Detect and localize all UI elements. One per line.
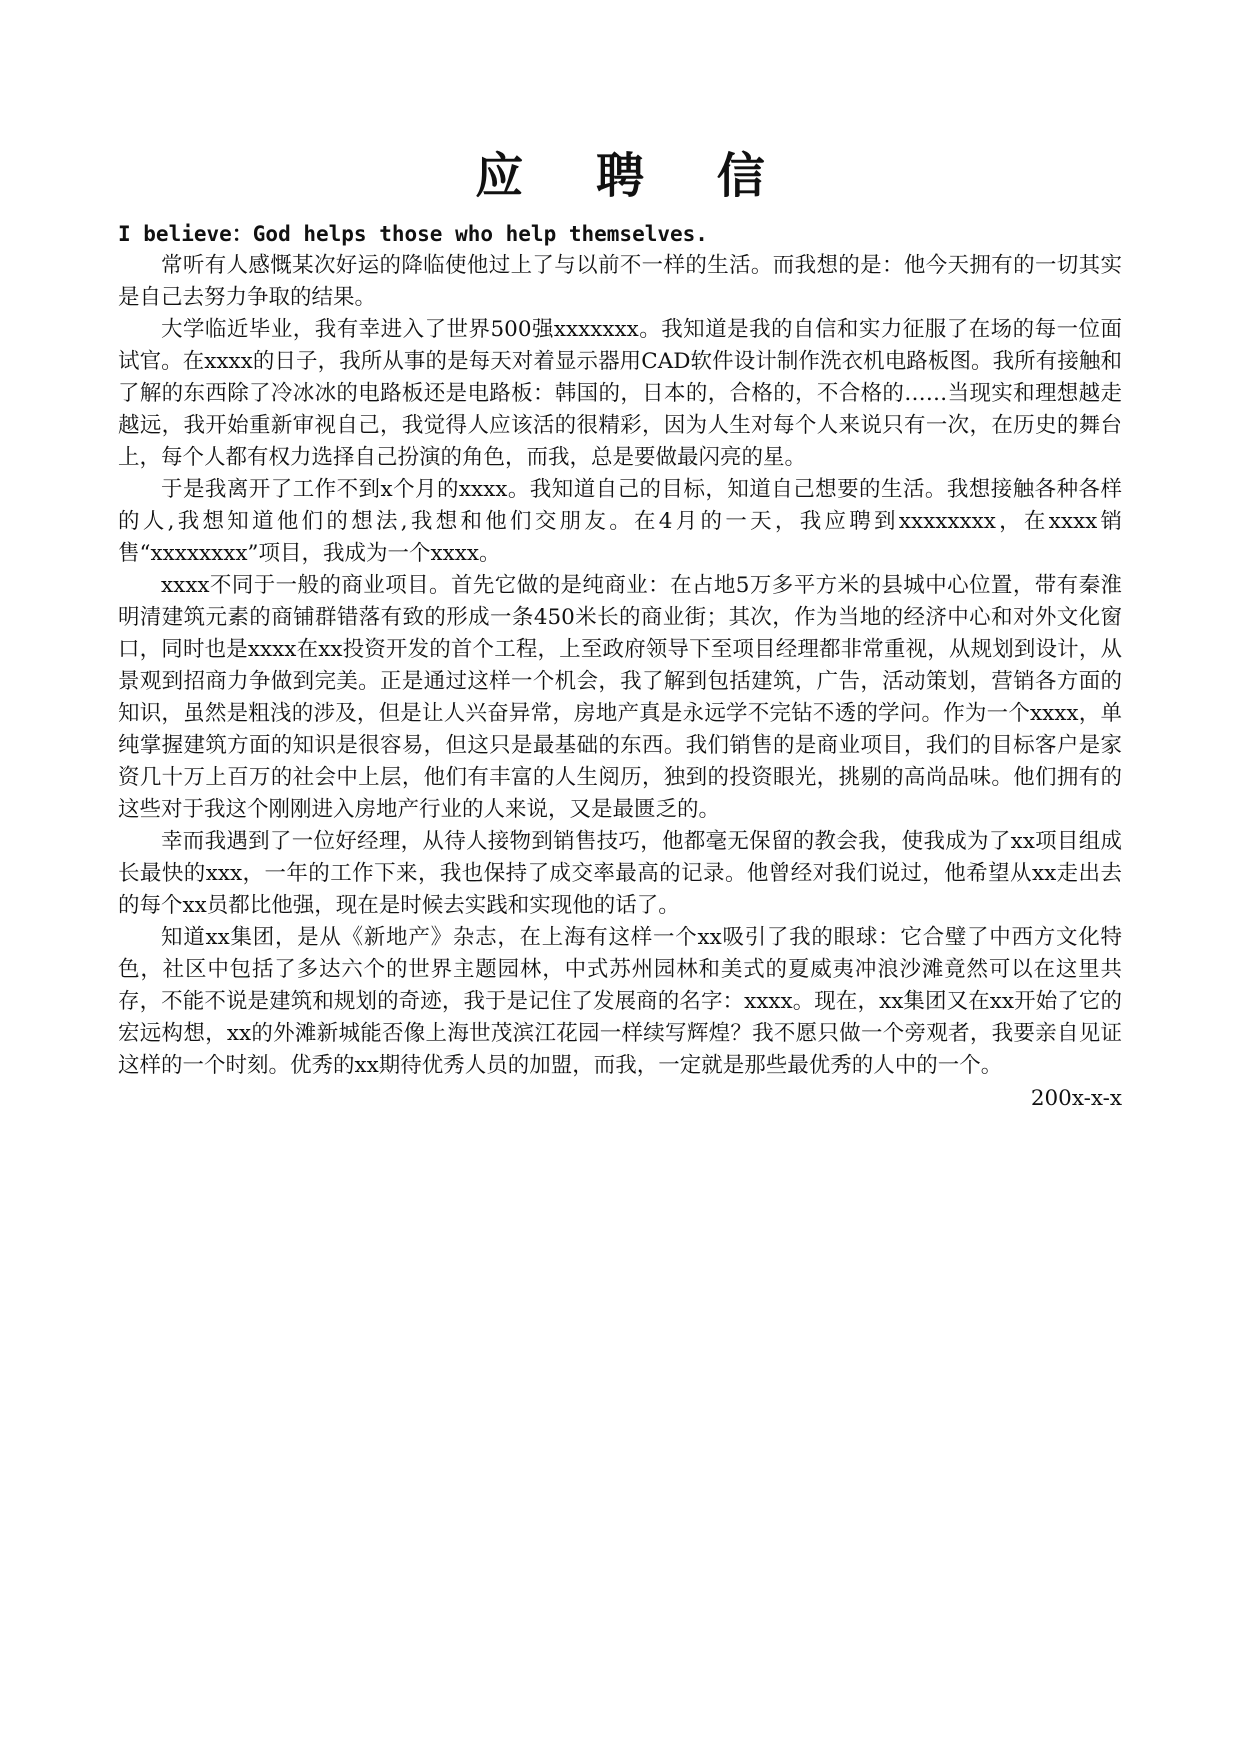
paragraph-2: 大学临近毕业，我有幸进入了世界500强xxxxxxx。我知道是我的自信和实力征服了在场的每一位面试官。在xxxx的日子，我所从事的是每天对着显示器用CAD软件设计制作洗衣机电路板图。我所有接触和了解的东西除了冷冰冰的电路板还是电路板：韩国的，日本的，合格的，不合格的……当现实和理想越走越远，我开始重新审视自己，我觉得人应该活的很精彩，因为人生对每个人来说只有一次，在历史的舞台上，每个人都有权力选择自己扮演的角色，而我，总是要做最闪亮的星。 bbox=[118, 317, 1122, 470]
motto-line: I believe：God helps those who help themselves. bbox=[118, 222, 708, 246]
paragraph-1: 常听有人感慨某次好运的降临使他过上了与以前不一样的生活。而我想的是：他今天拥有的一切其实是自己去努力争取的结果。 bbox=[118, 253, 1122, 310]
page-title: 应 聘 信 bbox=[475, 148, 793, 204]
letter-date: 200x-x-x bbox=[1030, 1086, 1122, 1111]
paragraph-5: 幸而我遇到了一位好经理，从待人接物到销售技巧，他都毫无保留的教会我，使我成为了xx项目组成长最快的xxx，一年的工作下来，我也保持了成交率最高的记录。他曾经对我们说过，他希望从xx走出去的每个xx员都比他强，现在是时候去实践和实现他的话了。 bbox=[118, 829, 1122, 918]
paragraph-4: xxxx不同于一般的商业项目。首先它做的是纯商业：在占地5万多平方米的县城中心位置，带有秦淮明清建筑元素的商铺群错落有致的形成一条450米长的商业街；其次，作为当地的经济中心和对外文化窗口，同时也是xxxx在xx投资开发的首个工程，上至政府领导下至项目经理都非常重视，从规划到设计，从景观到招商力争做到完美。正是通过这样一个机会，我了解到包括建筑，广告，活动策划，营销各方面的知识，虽然是粗浅的涉及，但是让人兴奋异常，房地产真是永远学不完钻不透的学问。作为一个xxxx，单纯掌握建筑方面的知识是很容易，但这只是最基础的东西。我们销售的是商业项目，我们的目标客户是家资几十万上百万的社会中上层，他们有丰富的人生阅历，独到的投资眼光，挑剔的高尚品味。他们拥有的这些对于我这个刚刚进入房地产行业的人来说，又是最匮乏的。 bbox=[118, 573, 1122, 822]
letter-body bbox=[118, 140, 1122, 1116]
paragraph-3: 于是我离开了工作不到x个月的xxxx。我知道自己的目标，知道自己想要的生活。我想接触各种各样的人,我想知道他们的想法,我想和他们交朋友。在4月的一天，我应聘到xxxxxxxx，在xxxx销售“xxxxxxxx”项目，我成为一个xxxx。 bbox=[118, 477, 1122, 566]
paragraph-6: 知道xx集团，是从《新地产》杂志，在上海有这样一个xx吸引了我的眼球：它合璧了中西方文化特色，社区中包括了多达六个的世界主题园林，中式苏州园林和美式的夏威夷冲浪沙滩竟然可以在这里共存，不能不说是建筑和规划的奇迹，我于是记住了发展商的名字：xxxx。现在，xx集团又在xx开始了它的宏远构想，xx的外滩新城能否像上海世茂滨江花园一样续写辉煌？我不愿只做一个旁观者，我要亲自见证这样的一个时刻。优秀的xx期待优秀人员的加盟，而我，一定就是那些最优秀的人中的一个。 bbox=[118, 925, 1122, 1078]
